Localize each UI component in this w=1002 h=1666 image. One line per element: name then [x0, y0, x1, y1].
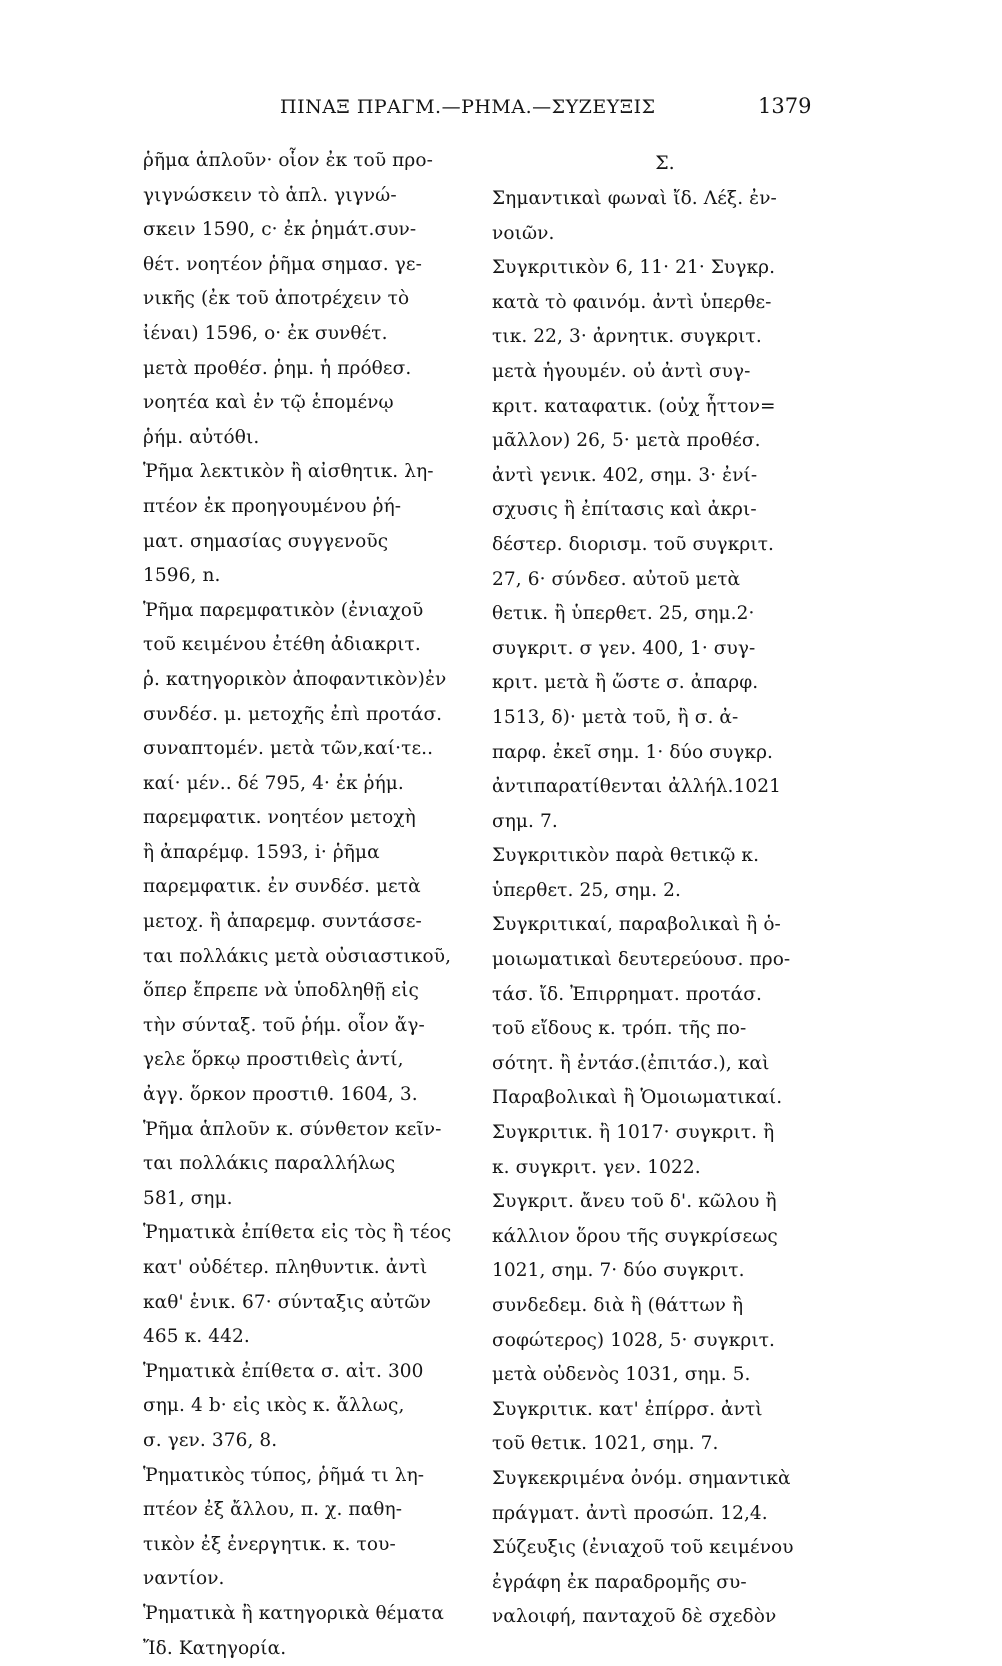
text-line: τικ. 22, 3· ἀρνητικ. συγκριτ. [492, 326, 762, 348]
text-line: πτέον ἐκ προηγουμένου ῥή- [143, 495, 402, 517]
text-line: τὴν σύνταξ. τοῦ ῥήμ. οἷον ἄγ- [143, 1014, 425, 1036]
text-line: τοῦ κειμένου ἐτέθη ἀδιακριτ. [143, 634, 421, 656]
text-line: παρφ. ἐκεῖ σημ. 1· δύο συγκρ. [492, 741, 774, 763]
text-line: νοιῶν. [492, 222, 555, 244]
right-column [492, 144, 838, 1635]
page-number: 1379 [758, 94, 812, 118]
text-line: Συγκριτικ. ἢ 1017· συγκριτ. ἢ [492, 1122, 775, 1144]
text-line: ῥῆμα ἁπλοῦν· οἷον ἐκ τοῦ προ- [143, 150, 433, 171]
text-line: 465 κ. 442. [143, 1326, 250, 1348]
text-line: ναντίον. [143, 1568, 225, 1590]
text-line: Ῥῆμα λεκτικὸν ἢ αἰσθητικ. λη- [143, 461, 434, 483]
text-line: πτέον ἐξ ἄλλου, π. χ. παθη- [143, 1499, 403, 1521]
text-line: μετὰ οὐδενὸς 1031, σημ. 5. [492, 1364, 751, 1386]
text-line: συνδεδεμ. διὰ ἢ (θάττων ἢ [492, 1295, 744, 1316]
text-line: μετὰ ἡγουμέν. οὐ ἀντὶ συγ- [492, 360, 751, 382]
text-line: ῥ. κατηγορικὸν ἀποφαντικὸν)ἐν [143, 668, 447, 690]
text-line: ἀντιπαρατίθενται ἀλλήλ.1021 [492, 776, 781, 798]
text-line: ὑπερθετ. 25, σημ. 2. [492, 879, 682, 901]
text-line: ἀγγ. ὅρκον προστιθ. 1604, 3. [143, 1084, 418, 1106]
left-column-text [143, 144, 485, 1666]
text-line: πράγματ. ἀντὶ προσώπ. 12,4. [492, 1502, 768, 1524]
text-line: ται πολλάκις μετὰ οὐσιαστικοῦ, [143, 945, 452, 967]
text-line: Σημαντικαὶ φωναὶ ἴδ. Λέξ. ἐν- [492, 188, 777, 209]
text-line: σημ. 7. [492, 810, 558, 832]
text-line: καί· μέν.. δέ 795, 4· ἐκ ῥήμ. [143, 772, 404, 794]
text-line: Συγκεκριμένα ὀνόμ. σημαντικὰ [492, 1467, 791, 1489]
text-line: 581, σημ. [143, 1187, 233, 1209]
text-line: Ῥῆμα ἁπλοῦν κ. σύνθετον κεῖν- [143, 1118, 442, 1140]
text-line: 1513, δ)· μετὰ τοῦ, ἢ σ. ἀ- [492, 706, 739, 728]
text-line: Συγκριτικαί, παραβολικαὶ ἢ ὁ- [492, 914, 781, 936]
text-line: μετοχ. ἢ ἀπαρεμφ. συντάσσε- [143, 911, 422, 933]
text-line: κριτ. καταφατικ. (οὐχ ἧττον= [492, 395, 776, 417]
text-line: σκειν 1590, c· ἐκ ῥημάτ.συν- [143, 219, 417, 241]
text-line: Ῥηματικὰ ἢ κατηγορικὰ θέματα [143, 1602, 445, 1624]
right-column-text [492, 182, 838, 1635]
text-line: Ῥηματικὰ ἐπίθετα σ. αἰτ. 300 [143, 1360, 424, 1382]
text-line: νοητέα καὶ ἐν τῷ ἑπομένῳ [143, 392, 394, 414]
text-line: μοιωματικαὶ δευτερεύουσ. προ- [492, 949, 791, 971]
text-line: ἰέναι) 1596, o· ἐκ συνθέτ. [143, 322, 388, 344]
text-line: δέστερ. διορισμ. τοῦ συγκριτ. [492, 533, 775, 555]
text-line: σοφώτερος) 1028, 5· συγκριτ. [492, 1329, 776, 1351]
text-line: Ῥηματικὸς τύπος, ῥῆμά τι λη- [143, 1464, 425, 1486]
text-line: σημ. 4 b· εἰς ικὸς κ. ἄλλως, [143, 1395, 405, 1417]
text-line: κατὰ τὸ φαινόμ. ἀντὶ ὑπερθε- [492, 291, 772, 313]
text-line: παρεμφατικ. νοητέον μετοχὴ [143, 807, 416, 829]
page-header [280, 96, 840, 128]
text-line: ὅπερ ἔπρεπε νὰ ὑποδληθῇ εἰς [143, 980, 419, 1002]
text-line: θέτ. νοητέον ῥῆμα σημασ. γε- [143, 253, 422, 275]
text-line: Παραβολικαὶ ἢ Ὁμοιωματικαί. [492, 1087, 783, 1109]
text-line: ματ. σημασίας συγγενοῦς [143, 530, 389, 552]
running-title: ΠΙΝΑΞ ΠΡΑΓΜ.—ΡΗΜΑ.—ΣΥΖΕΥΞΙΣ [280, 96, 656, 118]
text-line: Συγκριτικὸν παρὰ θετικῷ κ. [492, 845, 760, 867]
text-line: ἐγράφη ἐκ παραδρομῆς συ- [492, 1571, 747, 1593]
text-line: κατ' οὐδέτερ. πληθυντικ. ἀντὶ [143, 1257, 428, 1278]
text-line: τάσ. ἴδ. Ἐπιρρηματ. προτάσ. [492, 983, 762, 1005]
text-line: καθ' ἑνικ. 67· σύνταξις αὐτῶν [143, 1291, 431, 1313]
section-letter: Σ. [655, 152, 675, 174]
text-line: τοῦ εἴδους κ. τρόπ. τῆς πο- [492, 1018, 747, 1040]
text-line: μᾶλλον) 26, 5· μετὰ προθέσ. [492, 430, 761, 452]
text-line: τικὸν ἐξ ἐνεργητικ. κ. του- [143, 1533, 396, 1555]
text-line: θετικ. ἢ ὑπερθετ. 25, σημ.2· [492, 603, 755, 625]
text-line: ται πολλάκις παραλλήλως [143, 1153, 396, 1175]
text-line: συναπτομέν. μετὰ τῶν,καί·τε.. [143, 738, 434, 760]
text-line: ἀντὶ γενικ. 402, σημ. 3· ἐνί- [492, 464, 758, 486]
text-line: γελε ὅρκῳ προστιθεὶς ἀντί, [143, 1049, 404, 1071]
text-line: κάλλιον ὅρου τῆς συγκρίσεως [492, 1225, 778, 1247]
text-line: Ἴδ. Κατηγορία. [143, 1637, 287, 1659]
text-line: ῥήμ. αὐτόθι. [143, 426, 260, 448]
text-line: σχυσις ἢ ἐπίτασις καὶ ἀκρι- [492, 499, 757, 521]
text-line: Συγκριτ. ἄνευ τοῦ δ'. κῶλου ἢ [492, 1191, 777, 1213]
text-line: ναλοιφή, πανταχοῦ δὲ σχεδὸν [492, 1606, 777, 1628]
text-line: σ. γεν. 376, 8. [143, 1429, 278, 1451]
left-column [143, 144, 485, 1666]
text-line: συγκριτ. σ γεν. 400, 1· συγ- [492, 637, 756, 659]
text-line: κριτ. μετὰ ἢ ὥστε σ. ἀπαρφ. [492, 672, 759, 694]
text-line: 1021, σημ. 7· δύο συγκριτ. [492, 1260, 745, 1282]
text-line: τοῦ θετικ. 1021, σημ. 7. [492, 1433, 719, 1455]
text-line: μετὰ προθέσ. ῥημ. ἡ πρόθεσ. [143, 357, 412, 379]
text-line: κ. συγκριτ. γεν. 1022. [492, 1156, 701, 1178]
text-line: Σύζευξις (ἐνιαχοῦ τοῦ κειμένου [492, 1537, 794, 1559]
text-line: Ῥηματικὰ ἐπίθετα εἰς τὸς ἢ τέος [143, 1222, 452, 1244]
text-line: παρεμφατικ. ἐν συνδέσ. μετὰ [143, 876, 421, 898]
text-line: Συγκριτικ. κατ' ἐπίρρσ. ἀντὶ [492, 1398, 763, 1420]
text-line: γιγνώσκειν τὸ ἁπλ. γιγνώ- [143, 184, 397, 206]
text-line: νικῆς (ἐκ τοῦ ἀποτρέχειν τὸ [143, 288, 410, 310]
text-line: Ῥῆμα παρεμφατικὸν (ἐνιαχοῦ [143, 599, 424, 621]
text-line: 27, 6· σύνδεσ. αὐτοῦ μετὰ [492, 568, 741, 590]
text-line: ἢ ἀπαρέμφ. 1593, i· ῥῆμα [143, 841, 380, 863]
text-line: σότητ. ἢ ἐντάσ.(ἐπιτάσ.), καὶ [492, 1052, 770, 1074]
text-line: 1596, n. [143, 565, 221, 587]
text-line: Συγκριτικὸν 6, 11· 21· Συγκρ. [492, 257, 776, 279]
text-line: συνδέσ. μ. μετοχῆς ἐπὶ προτάσ. [143, 703, 443, 725]
